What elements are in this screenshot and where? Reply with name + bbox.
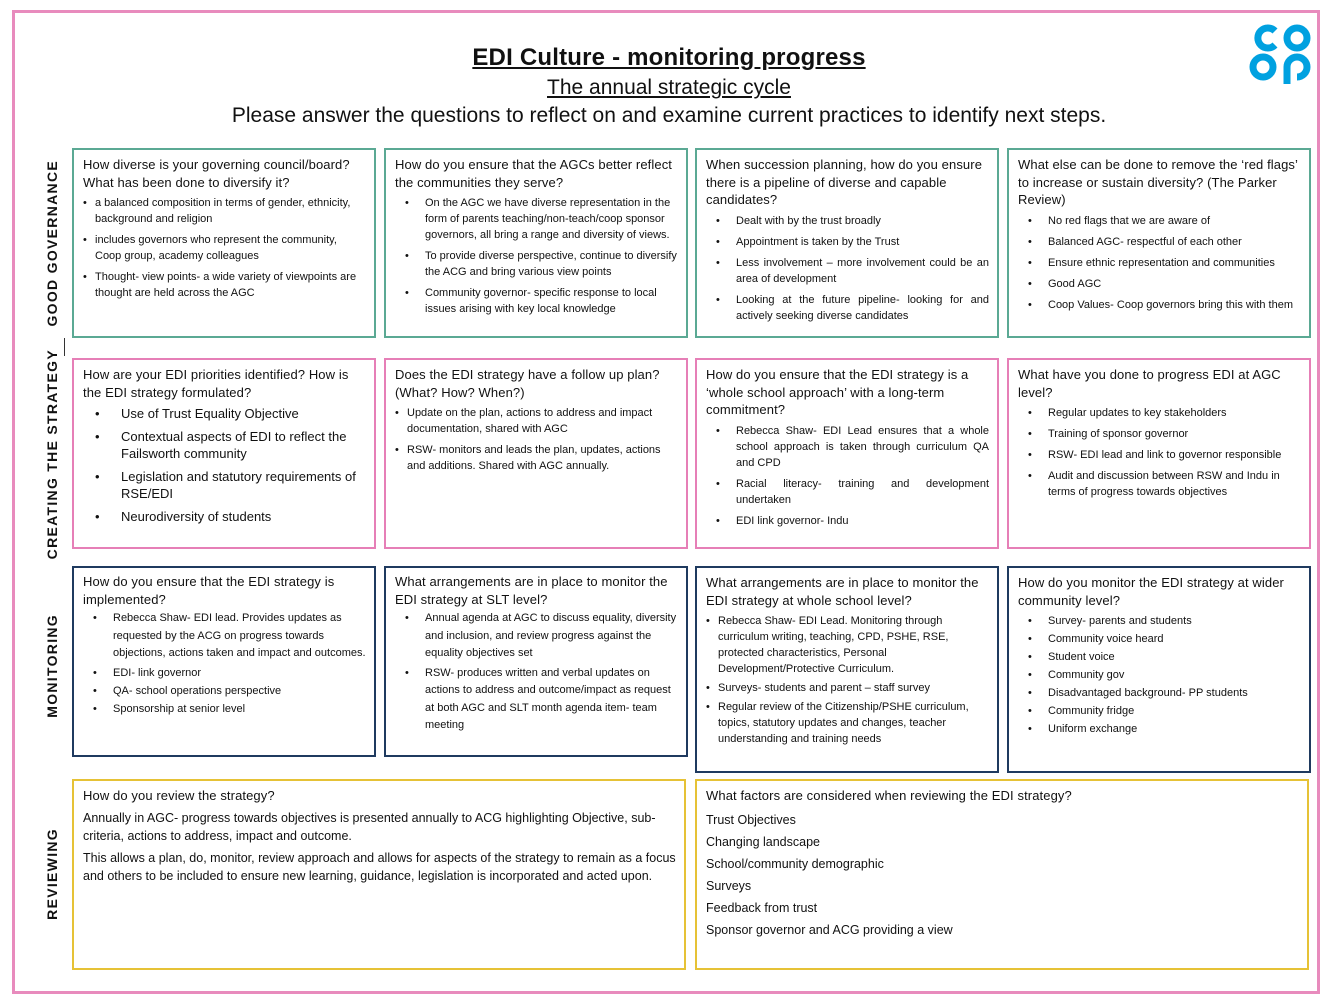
bullet-item: • Looking at the future pipeline- looking for and actively seeking diverse candidates	[706, 292, 989, 324]
bullet-item: • EDI- link governor	[83, 665, 366, 681]
card-question: How do you ensure that the EDI strategy is implemented?	[83, 574, 335, 607]
factor-item: Surveys	[706, 878, 752, 893]
strategy-card-follow-up	[384, 358, 688, 549]
factor-item: School/community demographic	[706, 856, 884, 871]
bullet-item: • Community fridge	[1018, 703, 1301, 719]
card-bullets	[395, 405, 678, 474]
bullet-item: • Use of Trust Equality Objective	[83, 405, 366, 422]
bullet-item: • Audit and discussion between RSW and Indu in terms of progress towards objectives	[1018, 468, 1301, 500]
reviewing-card-review-strategy	[72, 779, 686, 970]
review-paragraph: Annually in AGC- progress towards objectives is presented annually to ACG highlighting Objective, sub-criteria, actions to address, impact and outcome.	[83, 810, 656, 843]
card-bullets	[1018, 405, 1301, 500]
bullet-item: • Regular review of the Citizenship/PSHE curriculum, topics, statutory updates and changes, teacher understanding and training needs	[706, 699, 989, 747]
card-question: What else can be done to remove the ‘red flags’ to increase or sustain diversity? (The Parker Review)	[1018, 157, 1298, 207]
card-bullets	[1018, 613, 1301, 737]
card-question: What have you done to progress EDI at AGC level?	[1018, 367, 1281, 400]
monitoring-card-slt	[384, 566, 688, 757]
bullet-item: • Disadvantaged background- PP students	[1018, 685, 1301, 701]
bullet-item: • Rebecca Shaw- EDI lead. Provides updates as requested by the ACG on progress towards objections, actions taken and impact and outcomes.	[83, 610, 366, 663]
card-question: How diverse is your governing council/board? What has been done to diversify it?	[83, 157, 350, 190]
card-bullets	[395, 610, 678, 735]
strategy-card-priorities	[72, 358, 376, 549]
instruction-text: Please answer the questions to reflect on and examine current practices to identify next steps.	[231, 104, 1107, 127]
card-question: How do you monitor the EDI strategy at wider community level?	[1018, 575, 1284, 608]
bullet-item: • EDI link governor- Indu	[706, 513, 989, 529]
bullet-item: • Update on the plan, actions to address and impact documentation, shared with AGC	[395, 405, 678, 437]
bullet-item: • Balanced AGC- respectful of each other	[1018, 234, 1301, 250]
governance-card-red-flags	[1007, 148, 1311, 338]
governance-card-succession	[695, 148, 999, 338]
governance-card-communities	[384, 148, 688, 338]
card-bullets	[83, 405, 366, 525]
bullet-item: • Community gov	[1018, 667, 1301, 683]
factor-item: Changing landscape	[706, 834, 820, 849]
bullet-item: • RSW- monitors and leads the plan, updates, actions and additions. Shared with AGC annually.	[395, 442, 678, 474]
bullet-item: • Student voice	[1018, 649, 1301, 665]
row-label-reviewing: REVIEWING	[44, 828, 60, 920]
bullet-item: • Surveys- students and parent – staff survey	[706, 680, 989, 696]
row-label-governance: GOOD GOVERNANCE	[44, 159, 60, 327]
page-title: EDI Culture - monitoring progress	[472, 44, 866, 71]
bullet-item: • Community governor- specific response to local issues arising with key local knowledge	[395, 285, 678, 317]
bullet-item: • Appointment is taken by the Trust	[706, 234, 989, 250]
bullet-item: • Good AGC	[1018, 276, 1301, 292]
bullet-item: • Coop Values- Coop governors bring this with them	[1018, 297, 1301, 313]
bullet-item: • RSW- EDI lead and link to governor responsible	[1018, 447, 1301, 463]
bullet-item: • To provide diverse perspective, continue to diversify the ACG and bring various view points	[395, 248, 678, 280]
card-question: Does the EDI strategy have a follow up plan? (What? How? When?)	[395, 367, 660, 400]
bullet-item: • Racial literacy- training and development undertaken	[706, 476, 989, 508]
page-subtitle: The annual strategic cycle	[547, 76, 791, 99]
bullet-item: • a balanced composition in terms of gender, ethnicity, background and religion	[83, 195, 366, 227]
factor-item: Sponsor governor and ACG providing a view	[706, 922, 953, 937]
bullet-item: • No red flags that we are aware of	[1018, 213, 1301, 229]
card-question: How do you review the strategy?	[83, 788, 275, 803]
card-question: How are your EDI priorities identified? How is the EDI strategy formulated?	[83, 367, 349, 400]
bullet-item: • Thought- view points- a wide variety of viewpoints are thought are held across the AGC	[83, 269, 366, 301]
row-label-monitoring: MONITORING	[44, 614, 60, 718]
bullet-item: • Neurodiversity of students	[83, 508, 366, 525]
bullet-item: • Dealt with by the trust broadly	[706, 213, 989, 229]
card-bullets	[706, 423, 989, 529]
bullet-item: • On the AGC we have diverse representation in the form of parents teaching/non-teach/coop sponsor governors, all bring a range and diversity of views.	[395, 195, 678, 243]
bullet-item: • Regular updates to key stakeholders	[1018, 405, 1301, 421]
bullet-item: • Uniform exchange	[1018, 721, 1301, 737]
bullet-item: • Annual agenda at AGC to discuss equality, diversity and inclusion, and review progress against the equality objectives set	[395, 610, 678, 663]
bullet-item: • Training of sponsor governor	[1018, 426, 1301, 442]
monitoring-card-whole-school	[695, 566, 999, 773]
bullet-item: • Survey- parents and students	[1018, 613, 1301, 629]
bullet-item: • Legislation and statutory requirements of RSE/EDI	[83, 468, 366, 502]
bullet-item: • Ensure ethnic representation and communities	[1018, 255, 1301, 271]
card-bullets	[1018, 213, 1301, 313]
bullet-item: • includes governors who represent the community, Coop group, academy colleagues	[83, 232, 366, 264]
card-question: What factors are considered when reviewing the EDI strategy?	[706, 788, 1072, 803]
card-bullets	[83, 610, 366, 717]
card-bullets	[83, 195, 366, 301]
reviewing-card-factors	[695, 779, 1309, 970]
card-question: How do you ensure that the EDI strategy is a ‘whole school approach’ with a long-term commitment?	[706, 367, 969, 417]
card-bullets	[395, 195, 678, 317]
card-question: How do you ensure that the AGCs better reflect the communities they serve?	[395, 157, 673, 190]
strategy-card-agc-progress	[1007, 358, 1311, 549]
row-label-strategy: CREATING THE STRATEGY	[44, 348, 60, 560]
bullet-item: • Less involvement – more involvement could be an area of development	[706, 255, 989, 287]
bullet-item: • Rebecca Shaw- EDI Lead. Monitoring through curriculum writing, teaching, CPD, PSHE, RSE, protected characteristics, Personal Development/Protective Curriculum.	[706, 613, 989, 677]
bullet-item: • Rebecca Shaw- EDI Lead ensures that a whole school approach is taken through curriculum QA and CPD	[706, 423, 989, 471]
divider-mark	[64, 338, 65, 356]
bullet-item: • Contextual aspects of EDI to reflect the Failsworth community	[83, 428, 366, 462]
factor-item: Trust Objectives	[706, 812, 796, 827]
review-paragraph: This allows a plan, do, monitor, review approach and allows for aspects of the strategy to remain as a focus and others to be included to ensure new learning, guidance, legislation is incorporated and acted upon.	[83, 850, 676, 883]
factor-item: Feedback from trust	[706, 900, 818, 915]
bullet-item: • Sponsorship at senior level	[83, 701, 366, 717]
card-question: When succession planning, how do you ensure there is a pipeline of diverse and capable candidates?	[706, 157, 983, 207]
card-question: What arrangements are in place to monitor the EDI strategy at SLT level?	[395, 574, 668, 607]
bullet-item: • QA- school operations perspective	[83, 683, 366, 699]
monitoring-card-implemented	[72, 566, 376, 757]
strategy-card-whole-school	[695, 358, 999, 549]
card-question: What arrangements are in place to monitor the EDI strategy at whole school level?	[706, 575, 979, 608]
monitoring-card-community	[1007, 566, 1311, 773]
coop-logo	[1248, 22, 1312, 84]
bullet-item: • Community voice heard	[1018, 631, 1301, 647]
card-bullets	[706, 613, 989, 747]
governance-card-diversity	[72, 148, 376, 338]
bullet-item: • RSW- produces written and verbal updates on actions to address and outcome/impact as request at both AGC and SLT month agenda item- team meeting	[395, 665, 678, 735]
card-bullets	[706, 213, 989, 324]
